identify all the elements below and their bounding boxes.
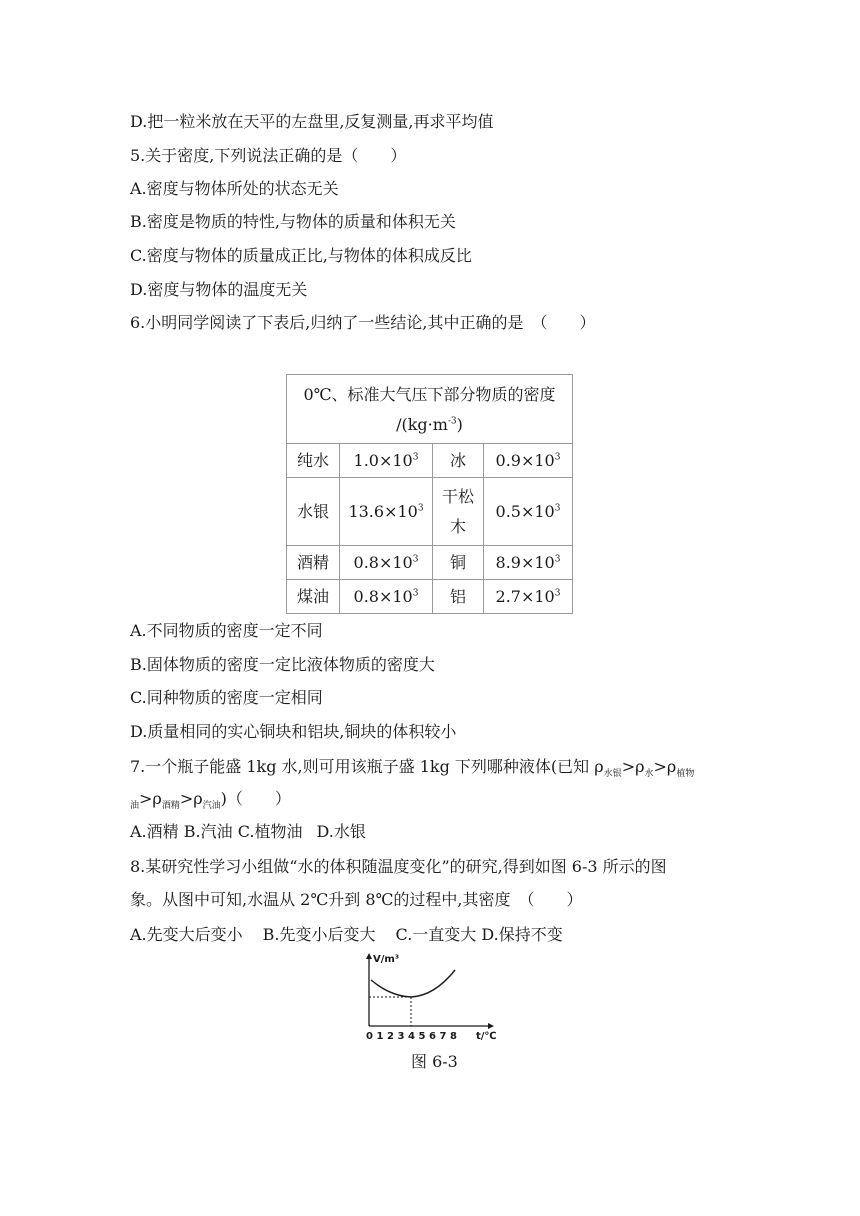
x-tick-label: 6 bbox=[429, 1031, 436, 1042]
q7-options: A.酒精 B.汽油 C.植物油 D.水银 bbox=[130, 822, 366, 841]
q6-option-d: D.质量相同的实心铜块和铝块,铜块的体积较小 bbox=[130, 722, 457, 741]
q8-options: A.先变大后变小 B.先变小后变大 C.一直变大 D.保持不变 bbox=[130, 925, 563, 944]
q8-stem-line1: 8.某研究性学习小组做“水的体积随温度变化”的研究,得到如图 6-3 所示的图 bbox=[130, 857, 667, 876]
table-row: 水银 $13.6\times 10^3$ 干松 木 $0.5\times 10^3$ bbox=[287, 478, 573, 546]
q5-option-c: C.密度与物体的质量成正比,与物体的体积成反比 bbox=[130, 246, 472, 265]
q4-option-d: D.把一粒米放在天平的左盘里,反复测量,再求平均值 bbox=[130, 112, 494, 131]
volume-curve bbox=[371, 970, 455, 997]
q5-option-d: D.密度与物体的温度无关 bbox=[130, 280, 308, 299]
q5-option-a: A.密度与物体所处的状态无关 bbox=[130, 179, 339, 198]
q8-stem-line2: 象。从图中可知,水温从 2℃升到 8℃的过程中,其密度 （ ） bbox=[130, 890, 583, 909]
x-tick-label: 8 bbox=[450, 1031, 457, 1042]
table-row: 煤油 $0.8\times 10^3$ 铝 $2.7\times 10^3$ bbox=[287, 580, 573, 614]
x-tick-label: 3 bbox=[397, 1031, 405, 1042]
x-tick-labels bbox=[366, 1031, 457, 1042]
table-row: 酒精 $0.8\times 10^3$ 铜 $8.9\times 10^3$ bbox=[287, 546, 573, 580]
x-axis-label: t/℃ bbox=[476, 1031, 497, 1042]
q6-option-a: A.不同物质的密度一定不同 bbox=[130, 621, 323, 640]
figure-caption: 图 6-3 bbox=[411, 1052, 458, 1071]
q7-stem-cont: $_油>\rho_{酒精}>\rho_{汽油}$)（ ） bbox=[130, 789, 291, 812]
x-tick-label: 0 bbox=[366, 1031, 373, 1042]
q6-option-c: C.同种物质的密度一定相同 bbox=[130, 688, 323, 707]
q7-stem: 7.一个瓶子能盛 1kg 水,则可用该瓶子盛 1kg 下列哪种液体(已知 $\rho_{水银}>\rho_水>\rho_{植物}$ bbox=[130, 757, 695, 780]
x-tick-label: 2 bbox=[387, 1031, 394, 1042]
table-caption: 0℃、标准大气压下部分物质的密度 $/(kg\cdot m^{-3})$ bbox=[287, 375, 573, 444]
x-axis-arrow-icon bbox=[488, 1023, 494, 1029]
q5-option-b: B.密度是物质的特性,与物体的质量和体积无关 bbox=[130, 212, 456, 231]
x-tick-label: 1 bbox=[376, 1031, 384, 1042]
y-axis-label: V/m³ bbox=[373, 954, 400, 965]
q5-stem: 5.关于密度,下列说法正确的是（ ） bbox=[130, 146, 407, 165]
volume-temperature-graph bbox=[360, 952, 500, 1044]
density-table bbox=[286, 374, 573, 614]
q6-option-b: B.固体物质的密度一定比液体物质的密度大 bbox=[130, 655, 435, 674]
x-tick-label: 7 bbox=[439, 1031, 447, 1042]
q6-stem: 6.小明同学阅读了下表后,归纳了一些结论,其中正确的是 （ ） bbox=[130, 313, 596, 332]
x-tick-label: 5 bbox=[418, 1031, 426, 1042]
y-axis-arrow-icon bbox=[366, 953, 372, 959]
table-row: 纯水 $1.0\times 10^3$ 冰 $0.9\times 10^3$ bbox=[287, 444, 573, 478]
x-tick-label: 4 bbox=[408, 1031, 415, 1042]
